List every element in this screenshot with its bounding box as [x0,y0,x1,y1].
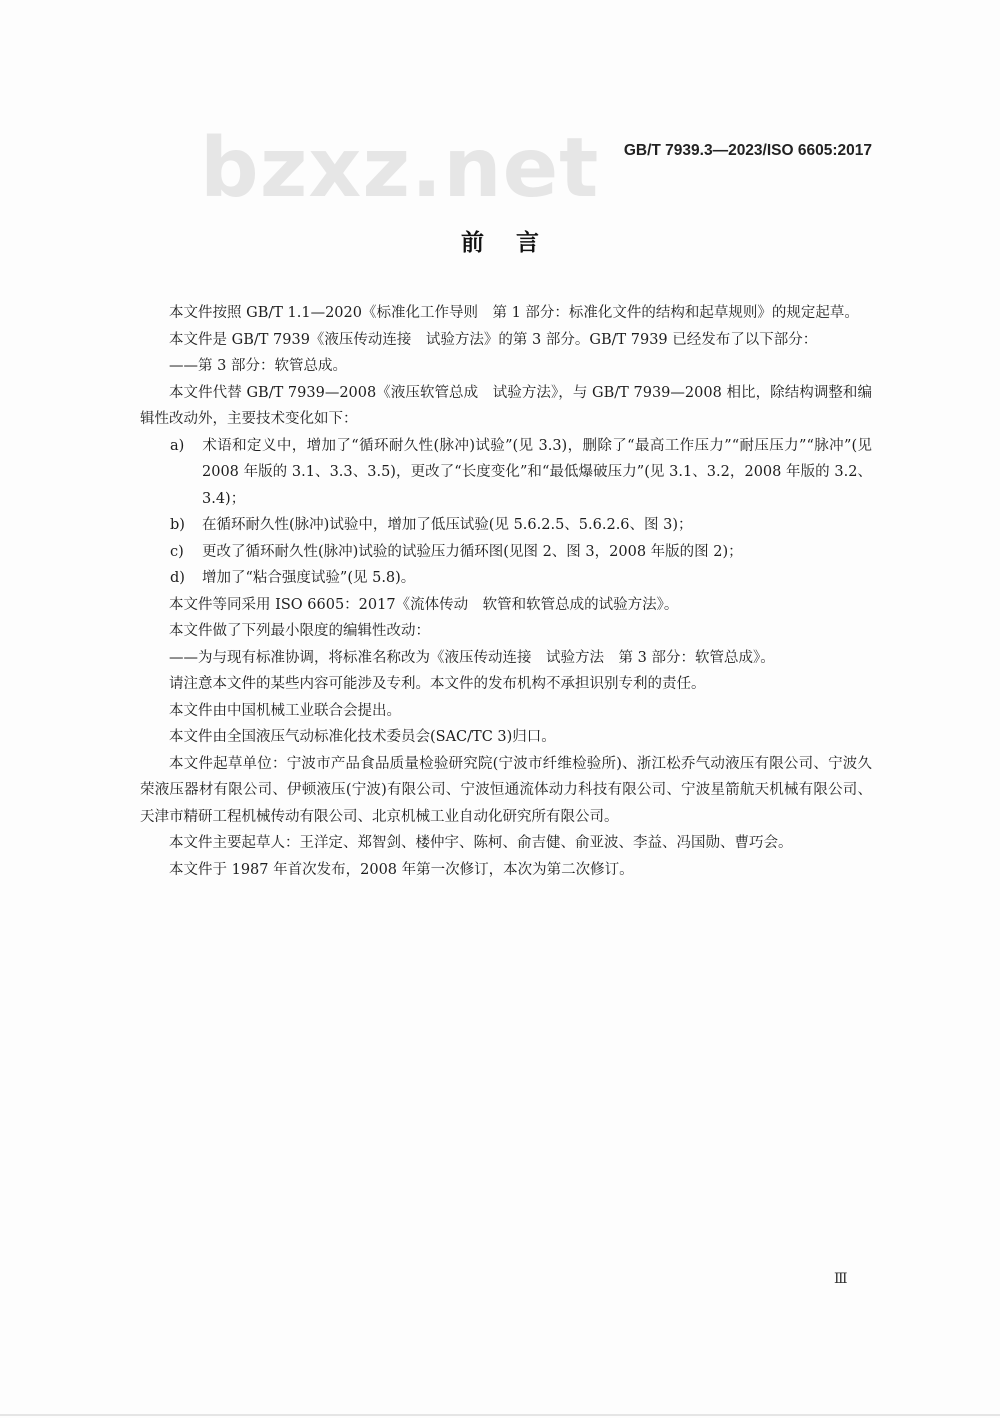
paragraph: 本文件由全国液压气动标准化技术委员会(SAC/TC 3)归口。 [169,729,556,745]
standard-code: GB/T 7939.3—2023/ISO 6605:2017 [623,142,872,159]
paragraph: 本文件按照 GB/T 1.1—2020《标准化工作导则 第 1 部分：标准化文件的结构和起草规则》的规定起草。 [169,305,859,321]
dash-list-item: ——第 3 部分：软管总成。 [169,358,347,374]
paragraph: 本文件代替 GB/T 7939—2008《液压软管总成 试验方法》，与 GB/T 7939—2008 相比，除结构调整和编辑性改动外，主要技术变化如下： [140,384,872,427]
paragraph: 请注意本文件的某些内容可能涉及专利。本文件的发布机构不承担识别专利的责任。 [169,676,706,692]
list-item-text: 更改了循环耐久性(脉冲)试验的试验压力循环图(见图 2、图 3，2008 年版的图 2)； [202,543,743,560]
list-item-label: c) [170,543,184,560]
list-item-label: b) [170,517,185,533]
list-item-label: d) [170,570,185,586]
paragraph: 本文件由中国机械工业联合会提出。 [169,702,401,719]
list-item [140,433,872,513]
page-title: 前言 [461,230,571,256]
paragraph: 本文件起草单位：宁波市产品食品质量检验研究院(宁波市纤维检验所)、浙江松乔气动液压有限公司、宁波久荣液压器材有限公司、伊顿液压(宁波)有限公司、宁波恒通流体动力科技有限公司、宁波星箭航天机械有限公司、天津市精研工程机械传动有限公司、北京机械工业自动化研究所有限公司。 [140,755,872,825]
list-item-text: 术语和定义中，增加了“循环耐久性(脉冲)试验”(见 3.3)，删除了“最高工作压力”“耐压压力”“脉冲”(见 2008 年版的 3.1、3.3、3.5)，更改了“长度变化”和“最低爆破压力”(见 3.1、3.2，2008 年版的 3.2、3.4)； [202,437,872,507]
paragraph: 本文件主要起草人：王洋定、郑智剑、楼仲宇、陈柯、俞吉健、俞亚波、李益、冯国勋、曹巧会。 [169,835,793,851]
paragraph: 本文件于 1987 年首次发布，2008 年第一次修订，本次为第二次修订。 [169,861,634,878]
paragraph: 本文件等同采用 ISO 6605：2017《流体传动 软管和软管总成的试验方法》。 [169,596,679,613]
list-item-text: 在循环耐久性(脉冲)试验中，增加了低压试验(见 5.6.2.5、5.6.2.6、图 3)； [202,517,693,533]
dash-list-item: ——为与现有标准协调，将标准名称改为《液压传动连接 试验方法 第 3 部分：软管总成》。 [169,649,775,666]
paragraph: 本文件是 GB/T 7939《液压传动连接 试验方法》的第 3 部分。GB/T 7939 已经发布了以下部分： [169,331,818,348]
page-bottom-edge [0,1414,1000,1416]
list-item-text: 增加了“粘合强度试验”(见 5.8)。 [202,570,416,586]
page-number: Ⅲ [834,1271,848,1287]
watermark: bzxz.net [200,121,600,216]
list-item-label: a) [170,437,185,454]
document-body [140,300,872,883]
paragraph: 本文件做了下列最小限度的编辑性改动： [169,623,430,639]
list-item [140,512,872,539]
list-item [140,539,872,566]
list-item [140,565,872,592]
